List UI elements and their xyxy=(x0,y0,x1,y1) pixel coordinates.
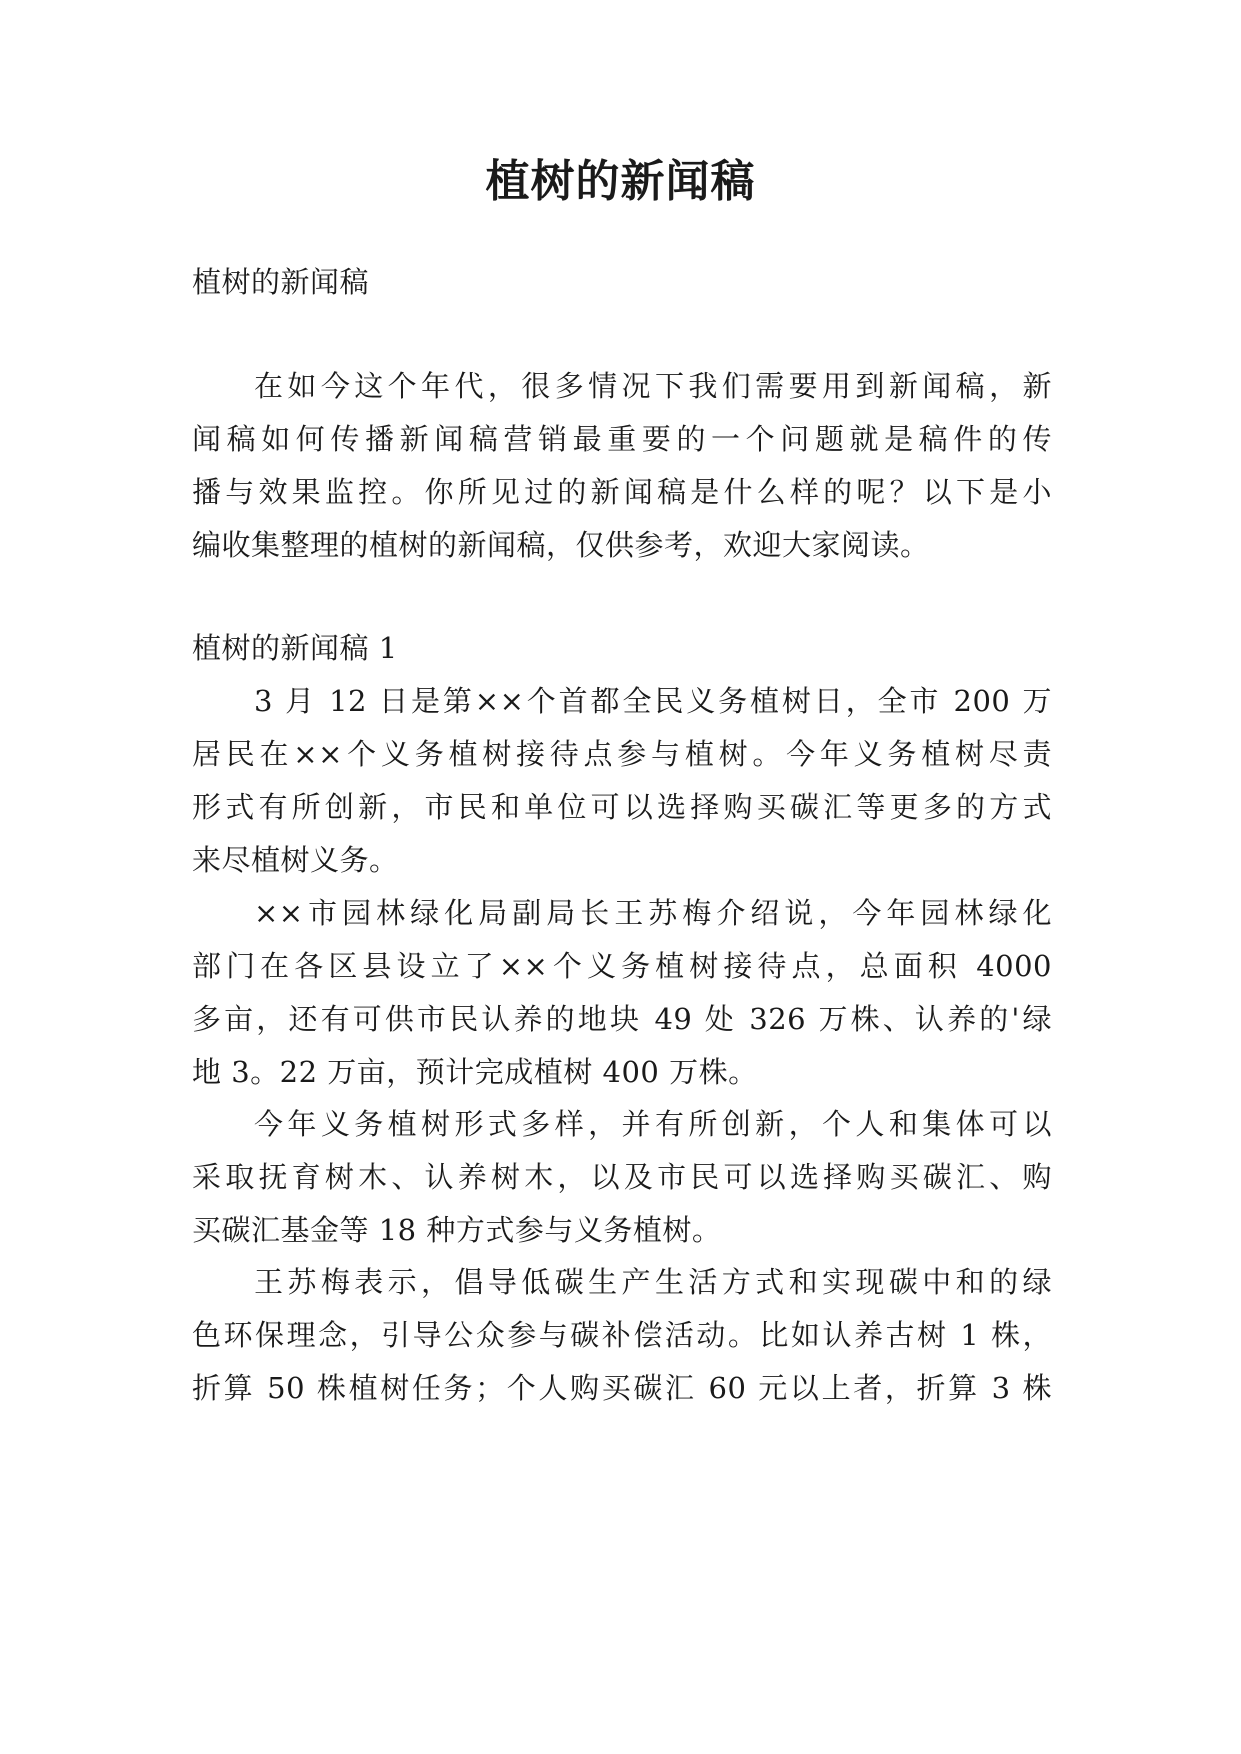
paragraph-line: 形式有所创新，市民和单位可以选择购买碳汇等更多的方式 xyxy=(192,790,1052,824)
paragraph-line: 地 3。22 万亩，预计完成植树 400 万株。 xyxy=(192,1055,758,1089)
paragraph-line: ××市园林绿化局副局长王苏梅介绍说，今年园林绿化 xyxy=(254,896,1052,930)
paragraph-line: 今年义务植树形式多样，并有所创新，个人和集体可以 xyxy=(254,1107,1052,1141)
document-subtitle: 植树的新闻稿 xyxy=(192,265,370,299)
paragraph-line: 居民在××个义务植树接待点参与植树。今年义务植树尽责 xyxy=(192,737,1052,771)
intro-line: 在如今这个年代，很多情况下我们需要用到新闻稿，新 xyxy=(254,369,1052,403)
intro-line: 播与效果监控。你所见过的新闻稿是什么样的呢？以下是小 xyxy=(192,475,1052,509)
paragraph-line: 来尽植树义务。 xyxy=(192,843,399,877)
section-heading: 植树的新闻稿 1 xyxy=(192,631,398,665)
paragraph-line: 色环保理念，引导公众参与碳补偿活动。比如认养古树 1 株， xyxy=(192,1318,1052,1352)
document-title: 植树的新闻稿 xyxy=(485,156,756,207)
paragraph-line: 3 月 12 日是第××个首都全民义务植树日，全市 200 万 xyxy=(254,684,1052,718)
paragraph-line: 多亩，还有可供市民认养的地块 49 处 326 万株、认养的'绿 xyxy=(192,1002,1052,1036)
paragraph-line: 买碳汇基金等 18 种方式参与义务植树。 xyxy=(192,1213,722,1247)
intro-line: 闻稿如何传播新闻稿营销最重要的一个问题就是稿件的传 xyxy=(192,422,1052,456)
intro-line: 编收集整理的植树的新闻稿，仅供参考，欢迎大家阅读。 xyxy=(192,528,930,562)
paragraph-line: 王苏梅表示，倡导低碳生产生活方式和实现碳中和的绿 xyxy=(254,1265,1052,1299)
paragraph-line: 采取抚育树木、认养树木，以及市民可以选择购买碳汇、购 xyxy=(192,1160,1052,1194)
paragraph-line: 折算 50 株植树任务；个人购买碳汇 60 元以上者，折算 3 株 xyxy=(192,1371,1052,1405)
paragraph-line: 部门在各区县设立了××个义务植树接待点，总面积 4000 xyxy=(192,949,1052,983)
